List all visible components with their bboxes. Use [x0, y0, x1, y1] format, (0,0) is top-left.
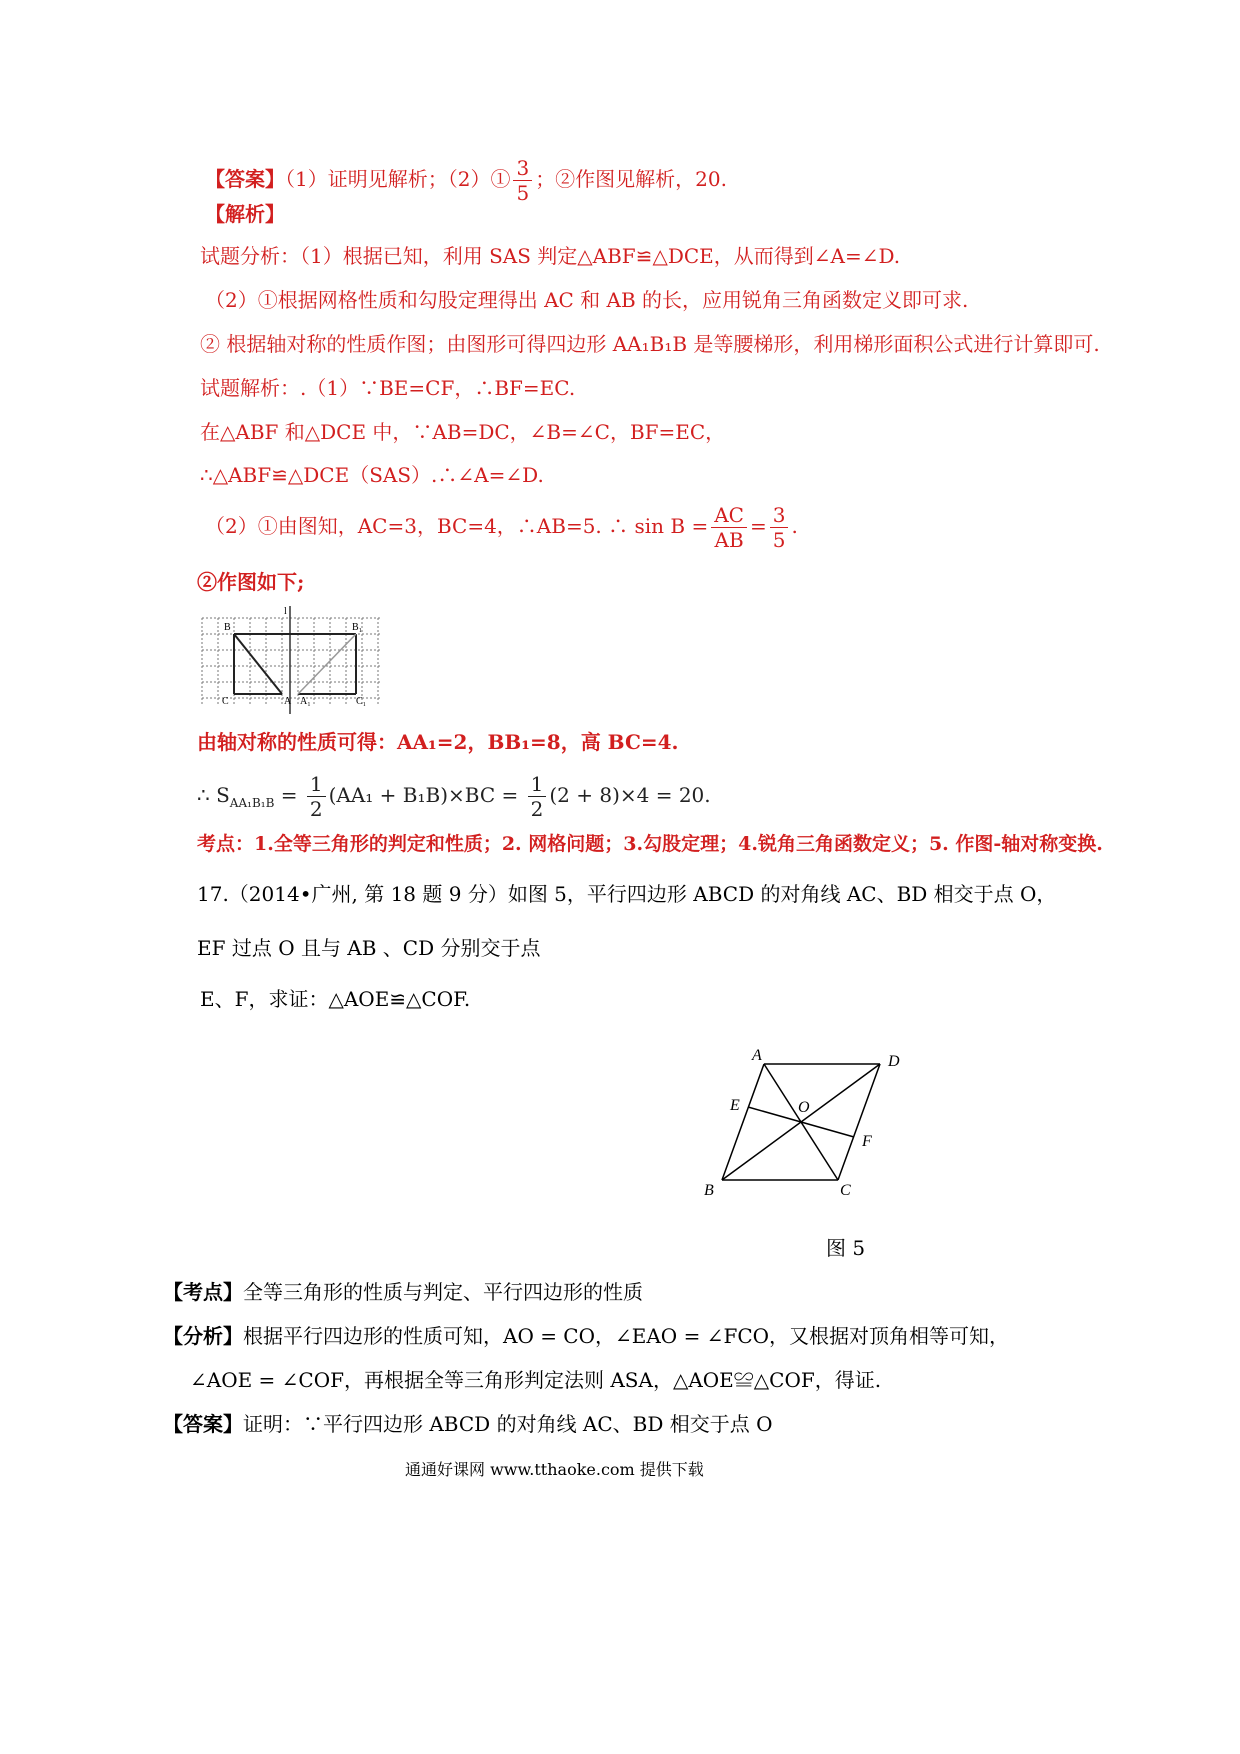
- answer-part1: （1）证明见解析；（2）①: [285, 167, 511, 191]
- symmetry-result: 由轴对称的性质可得：AA₁=2，BB₁=8，高 BC=4.: [197, 730, 679, 754]
- figure5-caption: 图 5: [826, 1236, 866, 1260]
- grid-label-c: C: [222, 696, 229, 707]
- solution-line-1: 试题解析：.（1）∵BE=CF，∴BF=EC.: [200, 376, 576, 400]
- fig5-label-f: F: [862, 1133, 872, 1150]
- kaodian-red-line: 考点：1.全等三角形的判定和性质；2. 网格问题；3.勾股定理；4.锐角三角函数定义；5. 作图-轴对称变换.: [197, 833, 1103, 855]
- analysis-line-1: 试题分析：（1）根据已知，利用 SAS 判定△ABF≌△DCE，从而得到∠A=∠D.: [200, 244, 901, 268]
- answer-line: [205, 158, 727, 203]
- fig5-label-b: B: [704, 1182, 714, 1199]
- solution-line-3: ∴△ABF≌△DCE（SAS）.∴∠A=∠D.: [200, 463, 544, 487]
- fig5-label-e: E: [730, 1097, 740, 1114]
- fig5-label-c: C: [840, 1182, 851, 1199]
- grid-label-a: A: [284, 696, 292, 707]
- q17-line-3: E、F，求证：△AOE≌△COF.: [200, 987, 471, 1011]
- answer-fraction: $\frac{3}{5}$: [513, 158, 532, 203]
- q17-line-2: EF 过点 O 且与 AB 、CD 分别交于点: [197, 936, 541, 960]
- grid-label-b: B: [224, 622, 231, 633]
- answer-part2: ；②作图见解析，20.: [535, 167, 727, 191]
- grid-label-c1: C₁: [356, 696, 367, 707]
- grid-label-a1: A₁: [300, 696, 311, 707]
- answer-label: 【答案】: [205, 167, 285, 191]
- fig5-label-d: D: [888, 1053, 900, 1070]
- daan-line: 【答案】证明：∵平行四边形 ABCD 的对角线 AC、BD 相交于点 O: [163, 1412, 773, 1436]
- fraction-3-5: $\frac{3}{5}$: [770, 505, 789, 550]
- fenxi-line-1: 【分析】根据平行四边形的性质可知，AO = CO，∠EAO = ∠FCO，又根据对顶角相等可知，: [163, 1324, 1010, 1348]
- analysis-line-2: （2）①根据网格性质和勾股定理得出 AC 和 AB 的长，应用锐角三角函数定义即可求.: [205, 288, 969, 312]
- analysis-line-3: ② 根据轴对称的性质作图；由图形可得四边形 AA₁B₁B 是等腰梯形，利用梯形面积公式进行计算即可.: [200, 332, 1100, 356]
- grid-figure: [198, 604, 384, 716]
- fenxi-line-2: ∠AOE = ∠COF，再根据全等三角形判定法则 ASA，△AOE≌△COF，得证.: [190, 1368, 882, 1392]
- grid-label-b1: B₁: [352, 622, 363, 633]
- kaodian-line: 【考点】全等三角形的性质与判定、平行四边形的性质: [163, 1280, 643, 1304]
- fig5-label-o: O: [798, 1099, 810, 1116]
- q17-line-1: 17.（2014•广州, 第 18 题 9 分）如图 5，平行四边形 ABCD 的对角线 AC、BD 相交于点 O，: [197, 882, 1057, 906]
- solution-line-sin: （2）①由图知，AC=3，BC=4，∴AB=5. ∴ sin B = $\frac{AC}{AB}$ = $\frac{3}{5}$ .: [205, 503, 798, 552]
- figure5-parallelogram: [698, 1040, 918, 1210]
- draw-label: ②作图如下;: [197, 570, 305, 594]
- footer: 通通好课网 www.tthaoke.com 提供下载: [405, 1460, 704, 1479]
- grid-label-l: l: [284, 606, 287, 617]
- solution-line-2: 在△ABF 和△DCE 中，∵AB=DC，∠B=∠C，BF=EC，: [200, 420, 726, 444]
- area-formula: ∴ $S_{AA_1B_1B}$ = $\frac{1}{2}$ (AA₁ + B₁B)×BC = $\frac{1}{2}$ (2 + 8)×4 = 20.: [197, 772, 711, 821]
- fraction-ac-ab: $\frac{AC}{AB}$: [711, 505, 747, 550]
- fig5-label-a: A: [752, 1047, 762, 1064]
- analysis-label: 【解析】: [205, 202, 285, 226]
